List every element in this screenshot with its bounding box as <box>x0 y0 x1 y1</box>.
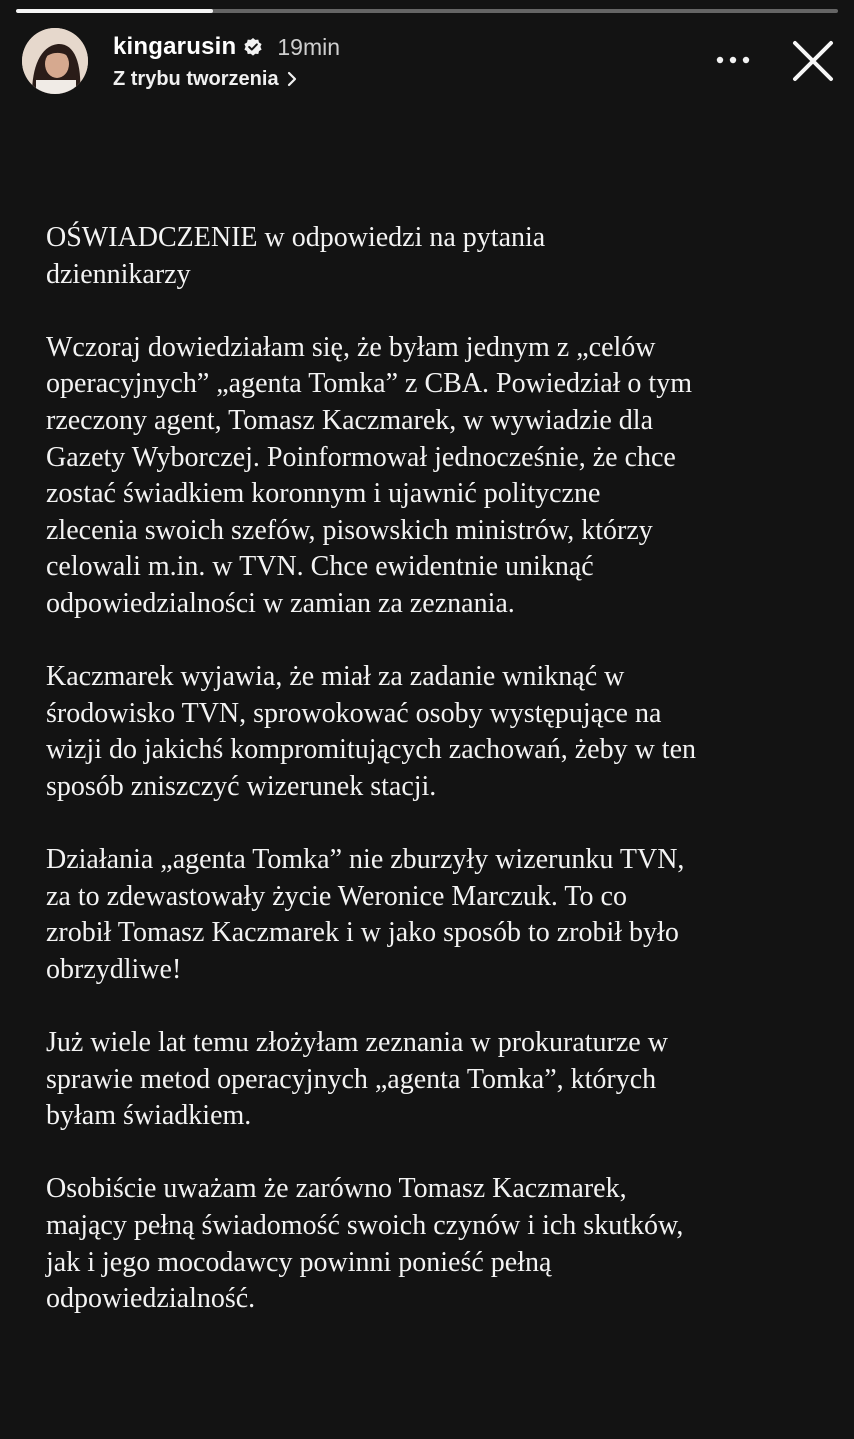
story-progress-bar <box>16 9 838 13</box>
statement-line: odpowiedzialność. <box>46 1283 256 1315</box>
story-progress-fill <box>16 9 213 13</box>
statement-line: Wczoraj dowiedziałam się, że byłam jednym z „celów <box>46 331 656 363</box>
statement-line: obrzydliwe! <box>46 953 182 985</box>
statement-line: sprawie metod operacyjnych „agenta Tomka”, których <box>46 1063 657 1095</box>
verified-badge-icon <box>243 37 263 57</box>
chevron-right-icon <box>286 71 298 87</box>
avatar-image <box>22 28 88 94</box>
statement-line: Gazety Wyborczej. Poinformował jednocześnie, że chce <box>46 441 676 473</box>
statement-line: rzeczony agent, Tomasz Kaczmarek, w wywiadzie dla <box>46 404 654 436</box>
statement-paragraph <box>46 1171 836 1317</box>
close-icon <box>790 38 836 84</box>
more-dots-icon <box>716 56 750 64</box>
creation-mode-link[interactable] <box>113 66 340 92</box>
statement-line: operacyjnych” „agenta Tomka” z CBA. Powiedział o tym <box>46 368 692 400</box>
statement-line: dziennikarzy <box>46 258 191 290</box>
avatar[interactable] <box>22 28 88 94</box>
close-button[interactable] <box>790 38 836 84</box>
story-header <box>22 28 836 98</box>
statement-paragraph <box>46 220 836 293</box>
statement-line: celowali m.in. w TVN. Chce ewidentnie uniknąć <box>46 551 594 583</box>
statement-paragraph <box>46 330 836 623</box>
statement-paragraph <box>46 1025 836 1135</box>
statement-line: odpowiedzialności w zamian za zeznania. <box>46 587 515 619</box>
statement-line: jak i jego mocodawcy powinni ponieść pełną <box>46 1246 552 1278</box>
user-info <box>113 33 340 92</box>
statement-line: OŚWIADCZENIE w odpowiedzi na pytania <box>46 222 546 253</box>
statement-paragraph <box>46 842 836 988</box>
statement-line: środowisko TVN, sprowokować osoby występujące na <box>46 697 662 729</box>
statement-line: za to zdewastowały życie Weronice Marczuk. To co <box>46 880 627 912</box>
statement-line: zostać świadkiem koronnym i ujawnić polityczne <box>46 478 601 510</box>
statement-line: Osobiście uważam że zarówno Tomasz Kaczmarek, <box>46 1173 627 1205</box>
statement-line: Już wiele lat temu złożyłam zeznania w prokuraturze w <box>46 1027 668 1059</box>
statement-text <box>46 220 836 1354</box>
username[interactable]: kingarusin <box>113 33 237 60</box>
statement-line: byłam świadkiem. <box>46 1100 252 1132</box>
statement-line: mający pełną świadomość swoich czynów i ich skutków, <box>46 1210 684 1242</box>
statement-line: zlecenia swoich szefów, pisowskich ministrów, którzy <box>46 514 653 546</box>
time-ago: 19min <box>277 33 341 60</box>
statement-line: wizji do jakichś kompromitujących zachowań, żeby w ten <box>46 734 697 766</box>
statement-paragraph <box>46 659 836 805</box>
more-options-button[interactable] <box>716 50 750 70</box>
statement-line: zrobił Tomasz Kaczmarek i w jako sposób to zrobił było <box>46 917 679 949</box>
subtitle: Z trybu tworzenia <box>113 67 279 90</box>
statement-line: Działania „agenta Tomka” nie zburzyły wizerunku TVN, <box>46 844 685 876</box>
statement-line: sposób zniszczyć wizerunek stacji. <box>46 770 437 802</box>
statement-line: Kaczmarek wyjawia, że miał za zadanie wniknąć w <box>46 661 625 693</box>
